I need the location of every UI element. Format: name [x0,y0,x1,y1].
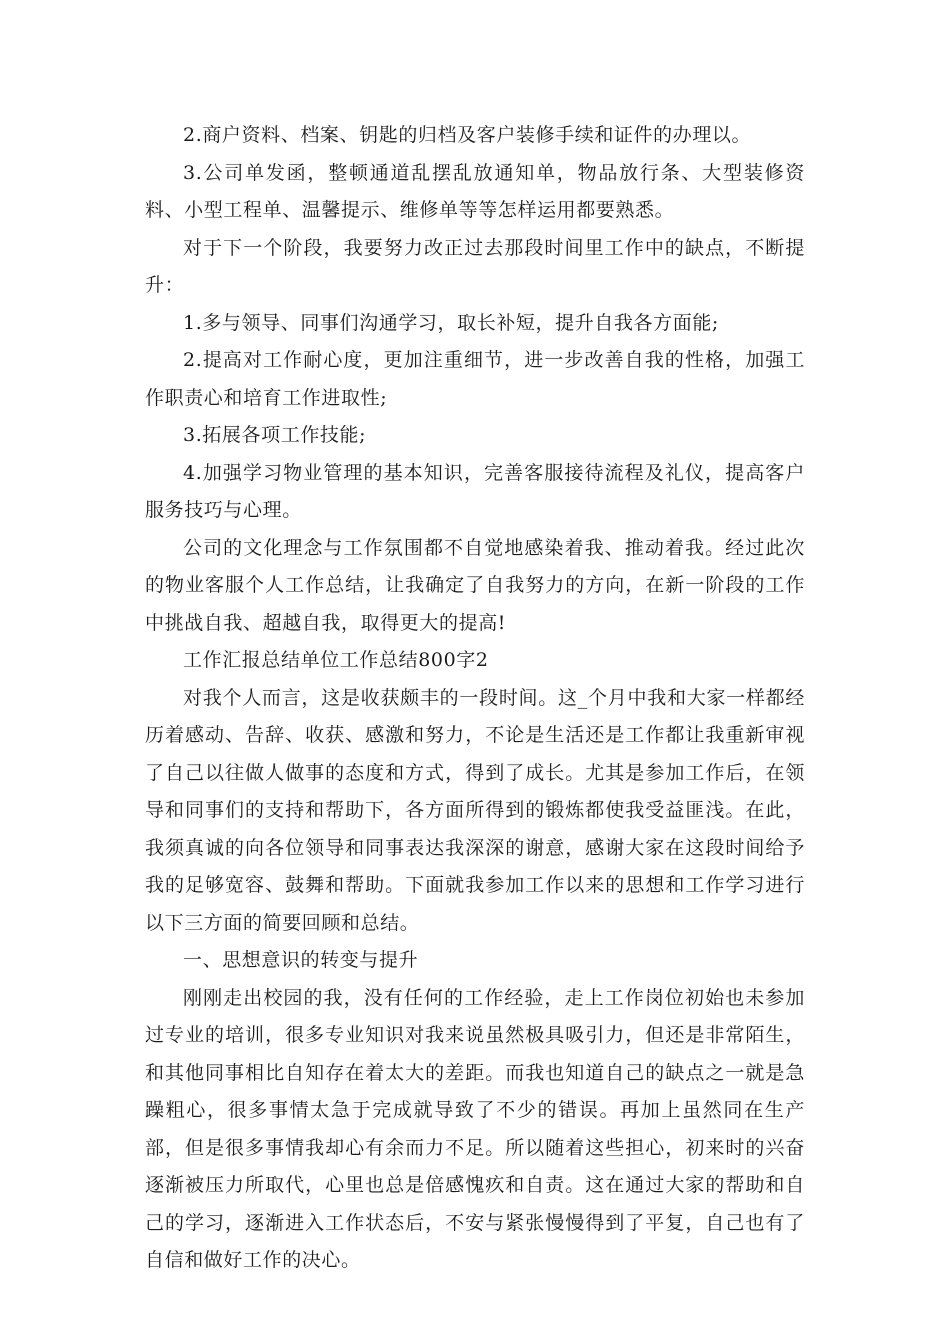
paragraph-improve-1: 1.多与领导、同事们沟通学习，取长补短，提升自我各方面能; [183,311,719,334]
paragraph-company-culture: 公司的文化理念与工作氛围都不自觉地感染着我、推动着我。经过此次的物业客服个人工作总结，让我确定了自我努力的方向，在新一阶段的工作中挑战自我、超越自我，取得更大的提高! [145,536,805,634]
paragraph-item-3: 3.公司单发函，整顿通道乱摆乱放通知单，物品放行条、大型装修资料、小型工程单、温馨提示、维修单等等怎样运用都要熟悉。 [145,161,805,221]
paragraph-item-2: 2.商户资料、档案、钥匙的归档及客户装修手续和证件的办理以。 [183,124,752,146]
paragraph-improve-4: 4.加强学习物业管理的基本知识，完善客服接待流程及礼仪，提高客户服务技巧与心理。 [145,461,805,521]
paragraph-fresh-graduate: 刚刚走出校园的我，没有任何的工作经验，走上工作岗位初始也未参加过专业的培训，很多专业知识对我来说虽然极具吸引力，但还是非常陌生，和其他同事相比自知存在着太大的差距。而我也知道自己的缺点之一就是急躁粗心，很多事情太急于完成就导致了不少的错误。再加上虽然同在生产部，但是很多事情我却心有余而力不足。所以随着这些担心，初来时的兴奋逐渐被压力所取代，心里也总是倍感愧疚和自责。这在通过大家的帮助和自己的学习，逐渐进入工作状态后，不安与紧张慢慢得到了平复，自己也有了自信和做好工作的决心。 [145,986,805,1271]
paragraph-personal-review: 对我个人而言，这是收获颇丰的一段时间。这_个月中我和大家一样都经历着感动、告辞、收获、感激和努力，不论是生活还是工作都让我重新审视了自己以往做人做事的态度和方式，得到了成长。尤其是参加工作后，在领导和同事们的支持和帮助下，各方面所得到的锻炼都使我受益匪浅。在此，我须真诚的向各位领导和同事表达我深深的谢意，感谢大家在这段时间给予我的足够宽容、鼓舞和帮助。下面就我参加工作以来的思想和工作学习进行以下三方面的简要回顾和总结。 [145,686,805,934]
section-heading-report-2: 工作汇报总结单位工作总结800字2 [183,649,489,671]
paragraph-next-stage: 对于下一个阶段，我要努力改正过去那段时间里工作中的缺点，不断提升： [145,236,805,296]
section-heading-thought: 一、思想意识的转变与提升 [183,949,419,971]
document-body [145,117,805,1280]
paragraph-improve-3: 3.拓展各项工作技能; [183,424,367,446]
paragraph-improve-2: 2.提高对工作耐心度，更加注重细节，进一步改善自我的性格，加强工作职责心和培育工作进取性; [145,349,805,409]
